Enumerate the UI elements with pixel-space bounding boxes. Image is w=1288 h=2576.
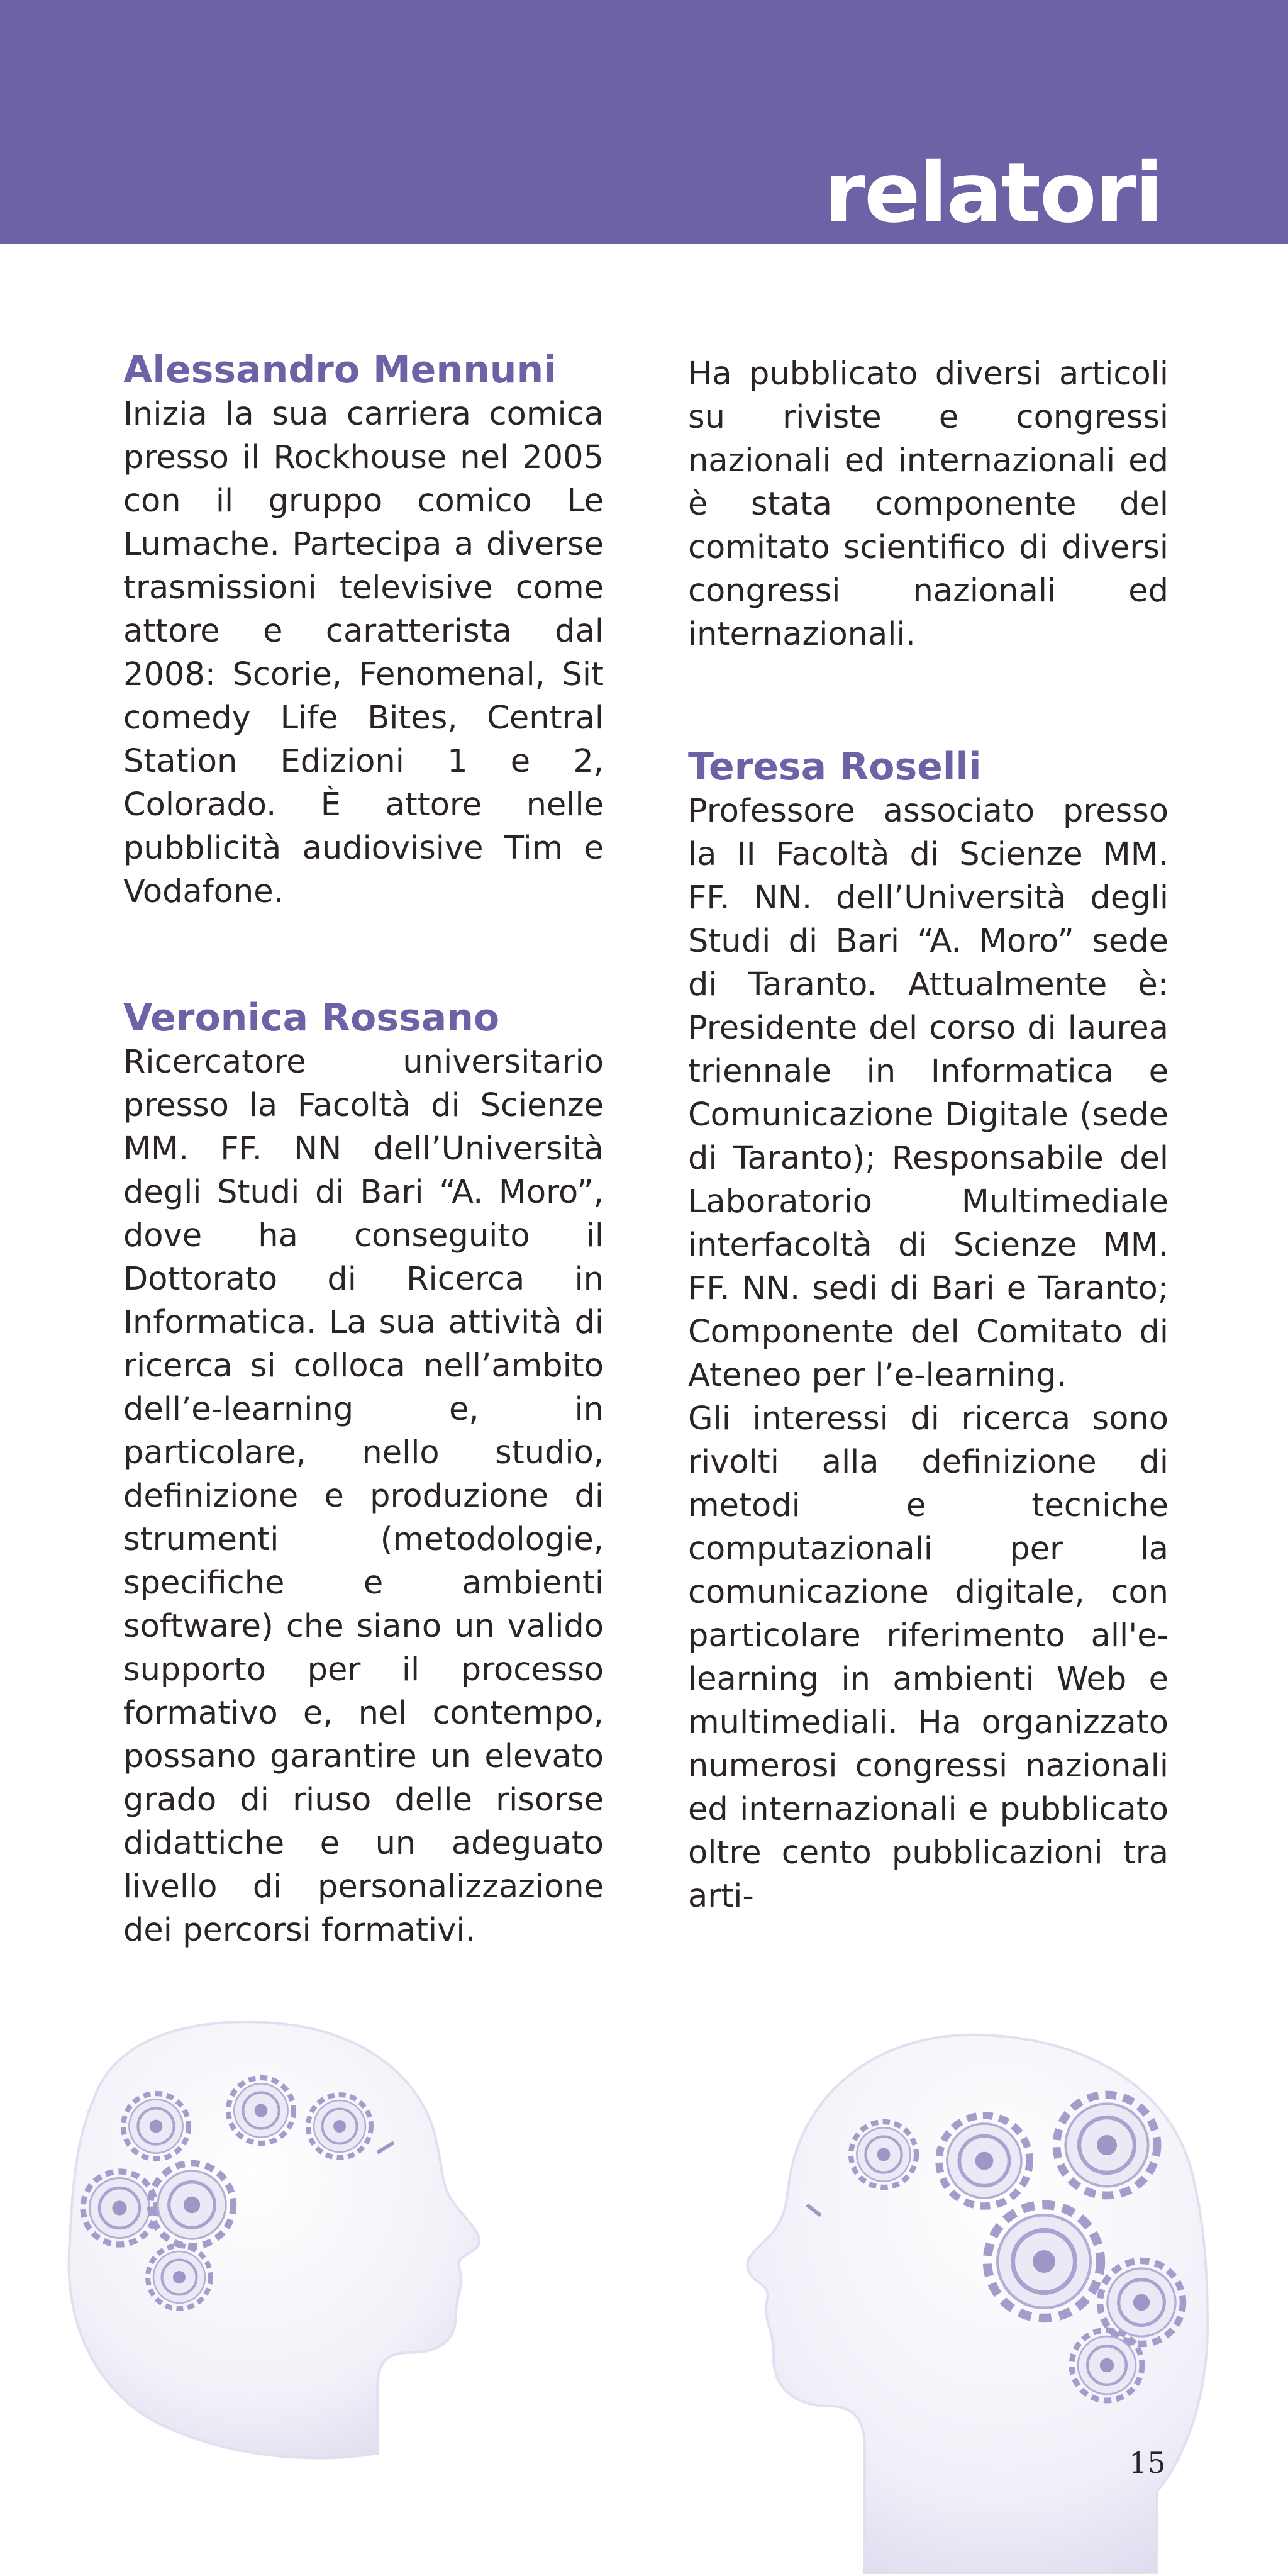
gear-heads-icon	[0, 1938, 1288, 2576]
left-column	[123, 347, 604, 1952]
speaker-bio-roselli: Professore associato presso la II Facoltà di Scienze MM. FF. NN. dell’Università degli Studi di Bari “A. Moro” sede di Taranto. Attualmente è: Presidente del corso di laurea triennale in Informatica e Comunicazione Digitale (sede di Taranto); Responsabile del Laboratorio Multimediale interfacoltà di Scienze MM. FF. NN. sedi di Bari e Taranto; Componente del Comitato di Ateneo per l’e-learning.	[688, 793, 1169, 1394]
speaker-bio-mennuni: Inizia la sua carriera comica presso il Rockhouse nel 2005 con il gruppo comico Le Lumache. Partecipa a diverse trasmissioni televisive come attore e caratterista dal 2008: Scorie, Fenomenal, Sit comedy Life Bites, Central Station Edizioni 1 e 2, Colorado. È attore nelle pubblicità audiovisive Tim e Vodafone.	[123, 396, 604, 910]
speaker-name-rossano: Veronica Rossano	[123, 996, 500, 1040]
gear-heads-illustration	[0, 1938, 1288, 2576]
bio-spacer	[123, 913, 604, 995]
bio-spacer	[688, 656, 1169, 744]
speaker-bio-rossano-continued: Ha pubblicato diversi articoli su riviste e congressi nazionali ed internazionali ed è stata componente del comitato scientifico di diversi congressi nazionali ed internazionali.	[688, 355, 1169, 653]
speaker-bio-roselli-research: Gli interessi di ricerca sono rivolti alla definizione di metodi e tecniche computazionali per la comunicazione digitale, con particolare riferimento all'e-learning in ambienti Web e multimediali. Ha organizzato numerosi congressi nazionali ed internazionali e pubblicato oltre cento pubblicazioni tra arti-	[688, 1400, 1169, 1915]
section-title: relatori	[824, 145, 1162, 242]
right-column	[688, 352, 1169, 1918]
page-number: 15	[1129, 2446, 1166, 2480]
speaker-bio-rossano: Ricercatore universitario presso la Facoltà di Scienze MM. FF. NN dell’Università degli Studi di Bari “A. Moro”, dove ha conseguito il Dottorato di Ricerca in Informatica. La sua attività di ricerca si colloca nell’ambito dell’e-learning e, in particolare, nello studio, definizione e produzione di strumenti (metodologie, specifiche e ambienti software) che siano un valido supporto per il processo formativo e, nel contempo, possano garantire un elevato grado di riuso delle risorse didattiche e un adeguato livello di personalizzazione dei percorsi formativi.	[123, 1044, 604, 1949]
speaker-name-mennuni: Alessandro Mennuni	[123, 348, 557, 392]
speaker-name-roselli: Teresa Roselli	[688, 745, 982, 789]
